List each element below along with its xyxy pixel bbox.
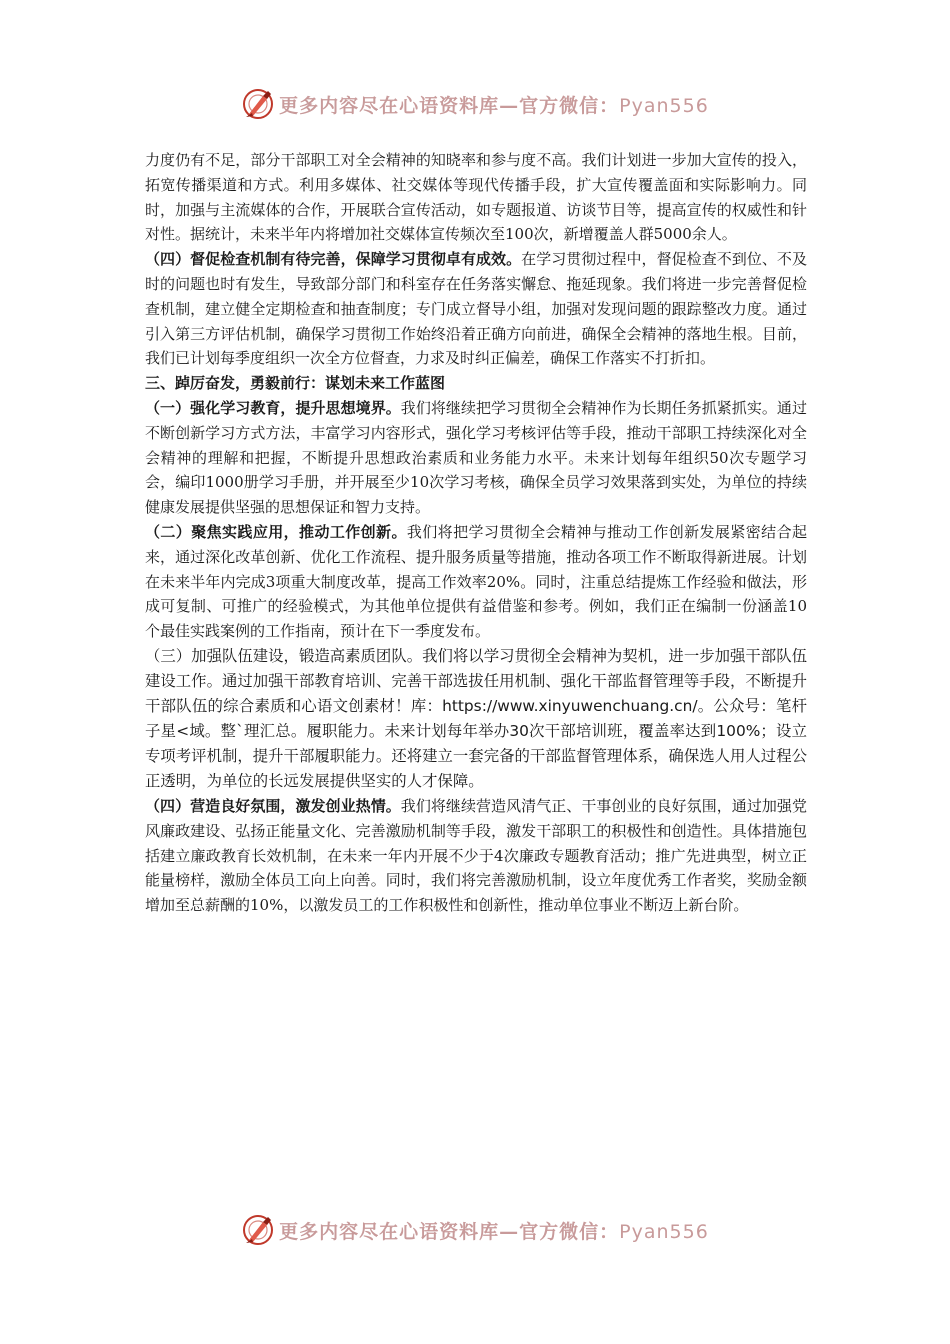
paragraph-practice-innovation: （二）聚焦实践应用，推动工作创新。我们将把学习贯彻全会精神与推动工作创新发展紧密结合起来，通过深化改革创新、优化工作流程、提升服务质量等措施，推动各项工作不断取得新进展。计划在未来半年内完成3项重大制度改革，提高工作效率20%。同时，注重总结提炼工作经验和做法，形成可复制、可推广的经验模式，为其他单位提供有益借鉴和参考。例如，我们正在编制一份涵盖10个最佳实践案例的工作指南，预计在下一季度发布。: [145, 522, 807, 641]
paragraph-publicity: 力度仍有不足，部分干部职工对全会精神的知晓率和参与度不高。我们计划进一步加大宣传的投入，拓宽传播渠道和方式。利用多媒体、社交媒体等现代传播手段，扩大宣传覆盖面和实际影响力。同时，加强与主流媒体的合作，开展联合宣传活动，如专题报道、访谈节目等，提高宣传的权威性和针对性。据统计，未来半年内将增加社交媒体宣传频次至100次，新增覆盖人群5000余人。: [145, 151, 807, 244]
paragraph-heading: （二）聚焦实践应用，推动工作创新。: [145, 522, 407, 541]
pen-nib-logo-icon: [241, 1213, 275, 1247]
footer-watermark-banner: [0, 1210, 950, 1250]
document-body: [145, 148, 807, 918]
header-watermark-banner: [0, 84, 950, 124]
banner-text: 更多内容尽在心语资料库—官方微信：Pyan556: [279, 1220, 709, 1243]
paragraph-team-building: （三）加强队伍建设，锻造高素质团队。我们将以学习贯彻全会精神为契机，进一步加强干部队伍建设工作。通过加强干部教育培训、完善干部选拔任用机制、强化干部监督管理等手段，不断提升干部队伍的综合素质和心语文创素材！库：https://www.xinyuwenchuang.cn/。公众号：笔杆子星<域。整`理汇总。履职能力。未来计划每年举办30次干部培训班，覆盖率达到100%；设立专项考评机制，提升干部履职能力。还将建立一套完备的干部监督管理体系，确保选人用人过程公正透明，为单位的长远发展提供坚实的人才保障。: [145, 646, 807, 790]
paragraph-heading: （四）督促检查机制有待完善，保障学习贯彻卓有成效。: [145, 250, 522, 269]
section-title: 三、踔厉奋发，勇毅前行：谋划未来工作蓝图: [145, 374, 446, 393]
paragraph-supervision: （四）督促检查机制有待完善，保障学习贯彻卓有成效。在学习贯彻过程中，督促检查不到位、不及时的问题也时有发生，导致部分部门和科室存在任务落实懈怠、拖延现象。我们将进一步完善督促检查机制，建立健全定期检查和抽查制度；专门成立督导小组，加强对发现问题的跟踪整改力度。通过引入第三方评估机制，确保学习贯彻工作始终沿着正确方向前进，确保全会精神的落地生根。目前，我们已计划每季度组织一次全方位督查，力求及时纠正偏差，确保工作落实不打折扣。: [145, 250, 807, 368]
paragraph-atmosphere: （四）营造良好氛围，激发创业热情。我们将继续营造风清气正、干事创业的良好氛围，通过加强党风廉政建设、弘扬正能量文化、完善激励机制等手段，激发干部职工的积极性和创造性。具体措施包括建立廉政教育长效机制，在未来一年内开展不少于4次廉政专题教育活动；推广先进典型，树立正能量榜样，激励全体员工向上向善。同时，我们将完善激励机制，设立年度优秀工作者奖，奖励金额增加至总薪酬的10%，以激发员工的工作积极性和创新性，推动单位事业不断迈上新台阶。: [145, 796, 807, 915]
paragraph-heading: （一）强化学习教育，提升思想境界。: [145, 398, 401, 417]
paragraph-heading: （四）营造良好氛围，激发创业热情。: [145, 796, 401, 815]
paragraph-study-education: （一）强化学习教育，提升思想境界。我们将继续把学习贯彻全会精神作为长期任务抓紧抓实。通过不断创新学习方式方法，丰富学习内容形式，强化学习考核评估等手段，推动干部职工持续深化对全会精神的理解和把握，不断提升思想政治素质和业务能力水平。未来计划每年组织50次专题学习会，编印1000册学习手册，并开展至少10次学习考核，确保全员学习效果落到实处，为单位的持续健康发展提供坚强的思想保证和智力支持。: [145, 398, 807, 517]
banner-text: 更多内容尽在心语资料库—官方微信：Pyan556: [279, 94, 709, 117]
pen-nib-logo-icon: [241, 87, 275, 121]
